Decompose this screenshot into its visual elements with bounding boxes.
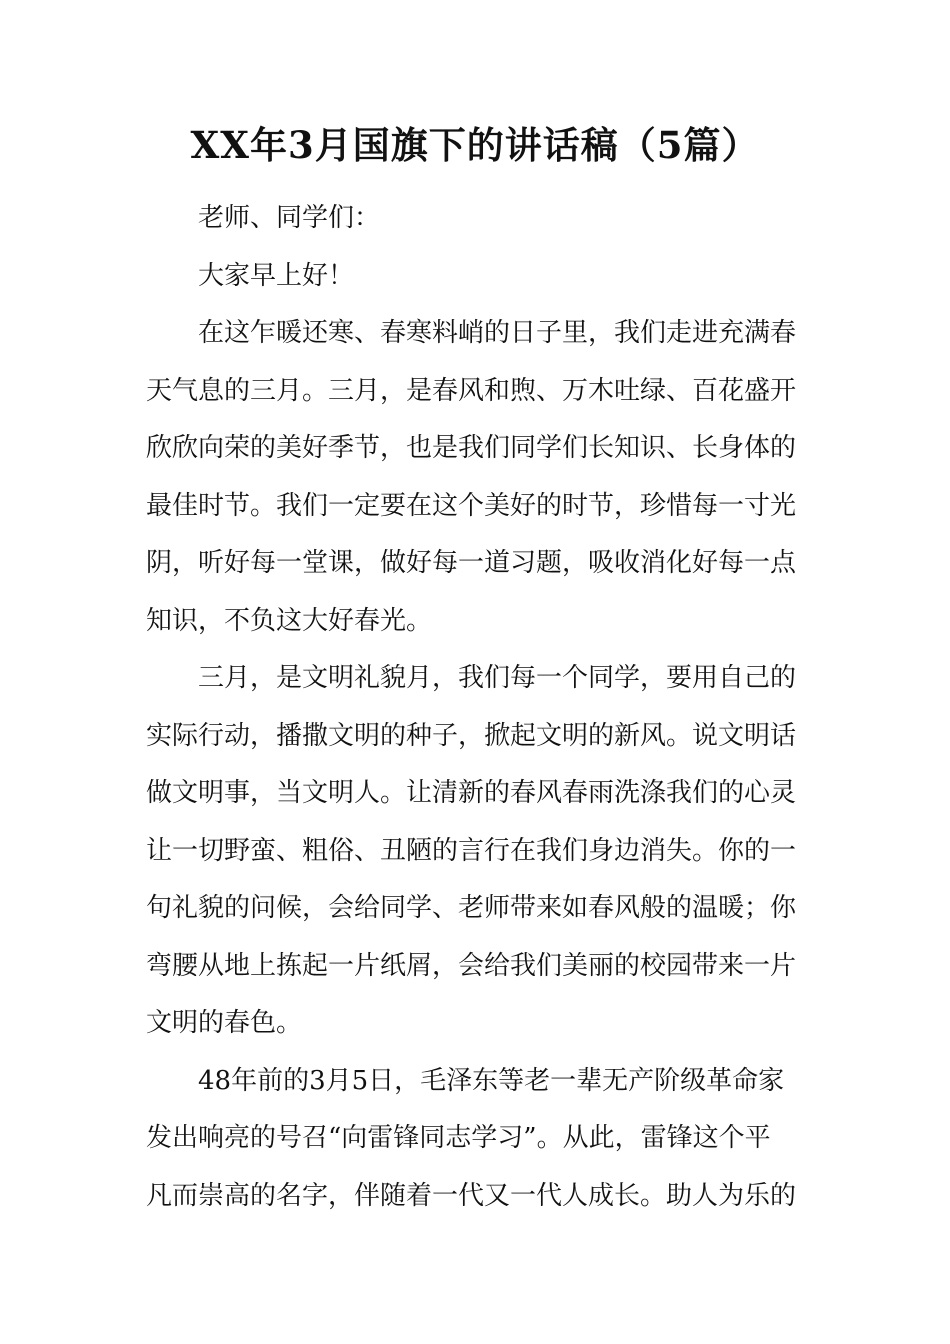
- text-line: 文明的春色。: [146, 1008, 303, 1038]
- text-line: 老师、同学们：: [198, 203, 381, 233]
- text-line: 天气息的三月。三月，是春风和煦、万木吐绿、百花盛开: [146, 375, 797, 406]
- document-title: XX年3月国旗下的讲话稿（5篇）: [190, 123, 760, 167]
- text-line: 在这乍暖还寒、春寒料峭的日子里，我们走进充满春: [198, 318, 797, 348]
- text-line: 做文明事，当文明人。让清新的春风春雨洗涤我们的心灵: [146, 778, 797, 808]
- text-line: 凡而崇高的名字，伴随着一代又一代人成长。助人为乐的: [146, 1180, 797, 1211]
- text-line: 知识，不负这大好春光。: [146, 605, 433, 636]
- text-line: 让一切野蛮、粗俗、丑陋的言行在我们身边消失。你的一: [146, 835, 797, 866]
- text-line: 阴，听好每一堂课，做好每一道习题，吸收消化好每一点: [146, 548, 797, 578]
- text-line: 48年前的3月5日，毛泽东等老一辈无产阶级革命家: [198, 1065, 785, 1096]
- text-line: 发出响亮的号召“向雷锋同志学习”。从此，雷锋这个平: [146, 1123, 771, 1153]
- text-line: 三月，是文明礼貌月，我们每一个同学，要用自己的: [198, 663, 797, 693]
- text-line: 大家早上好！: [198, 260, 355, 291]
- document-body: [146, 190, 806, 1225]
- text-line: 弯腰从地上拣起一片纸屑，会给我们美丽的校园带来一片: [146, 950, 797, 981]
- text-line: 最佳时节。我们一定要在这个美好的时节，珍惜每一寸光: [146, 490, 797, 521]
- text-line: 句礼貌的问候，会给同学、老师带来如春风般的温暖；你: [146, 893, 797, 923]
- text-line: 实际行动，播撒文明的种子，掀起文明的新风。说文明话: [146, 720, 797, 751]
- text-line: 欣欣向荣的美好季节，也是我们同学们长知识、长身体的: [146, 433, 797, 463]
